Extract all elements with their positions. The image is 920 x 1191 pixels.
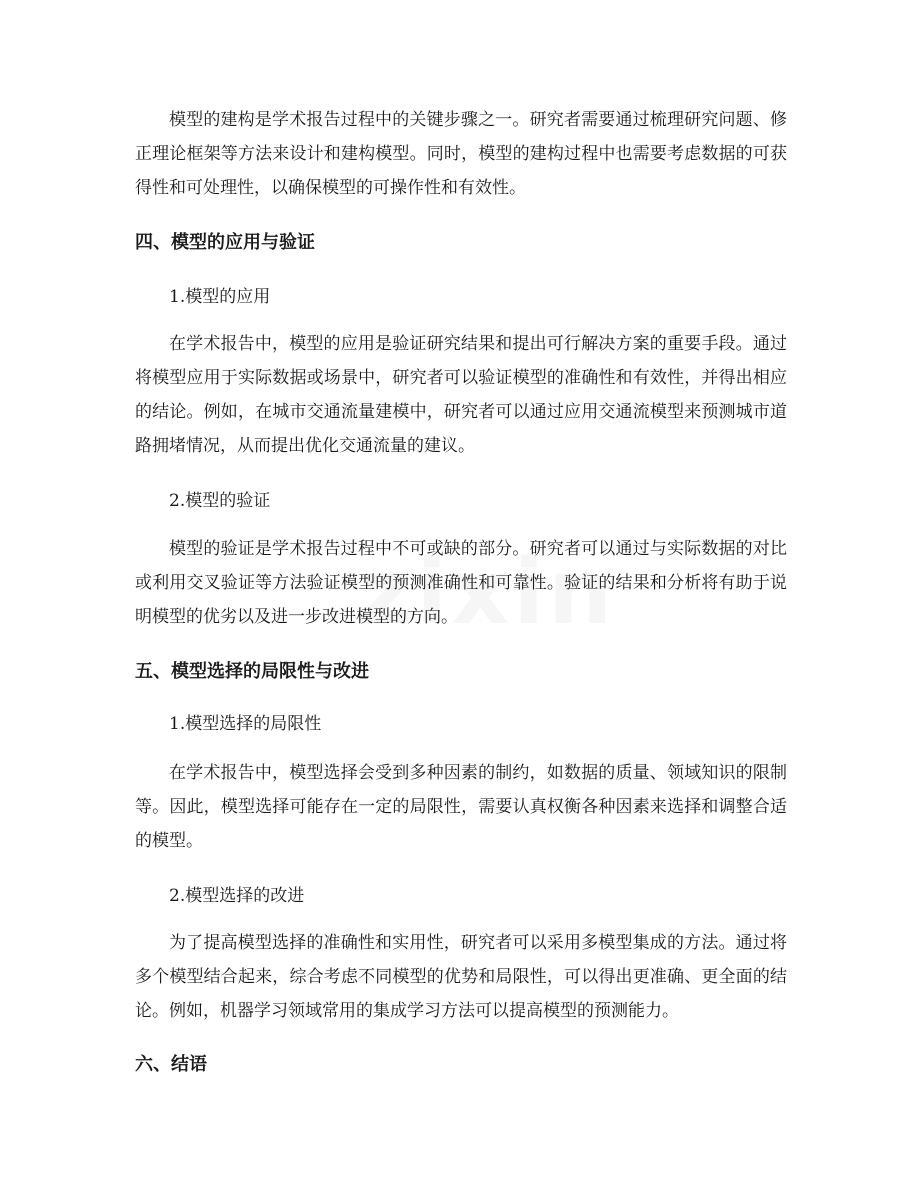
section-heading-4: 四、模型的应用与验证: [135, 232, 315, 253]
paragraph-model-construction: 模型的建构是学术报告过程中的关键步骤之一。研究者需要通过梳理研究问题、修正理论框架等方法来设计和建构模型。同时，模型的建构过程中也需要考虑数据的可获得性和可处理性，以确保模型的可操作性和有效性。: [135, 110, 787, 198]
paragraph-model-application: 在学术报告中，模型的应用是验证研究结果和提出可行解决方案的重要手段。通过将模型应用于实际数据或场景中，研究者可以验证模型的准确性和有效性，并得出相应的结论。例如，在城市交通流量建模中，研究者可以通过应用交通流模型来预测城市道路拥堵情况，从而提出优化交通流量的建议。: [135, 334, 787, 456]
paragraph-selection-improvement: 为了提高模型选择的准确性和实用性，研究者可以采用多模型集成的方法。通过将多个模型结合起来，综合考虑不同模型的优势和局限性，可以得出更准确、更全面的结论。例如，机器学习领域常用的集成学习方法可以提高模型的预测能力。: [135, 933, 787, 1021]
subheading-selection-improvement: 2.模型选择的改进: [169, 886, 305, 906]
section-heading-6: 六、结语: [135, 1054, 207, 1075]
section-heading-5: 五、模型选择的局限性与改进: [135, 661, 369, 682]
paragraph-selection-limitations: 在学术报告中，模型选择会受到多种因素的制约，如数据的质量、领域知识的限制等。因此，模型选择可能存在一定的局限性，需要认真权衡各种因素来选择和调整合适的模型。: [135, 763, 787, 851]
subheading-selection-limitations: 1.模型选择的局限性: [169, 714, 322, 734]
paragraph-model-validation: 模型的验证是学术报告过程中不可或缺的部分。研究者可以通过与实际数据的对比或利用交叉验证等方法验证模型的预测准确性和可靠性。验证的结果和分析将有助于说明模型的优劣以及进一步改进模型的方向。: [135, 539, 787, 627]
subheading-model-application: 1.模型的应用: [169, 287, 271, 307]
subheading-model-validation: 2.模型的验证: [169, 491, 271, 511]
